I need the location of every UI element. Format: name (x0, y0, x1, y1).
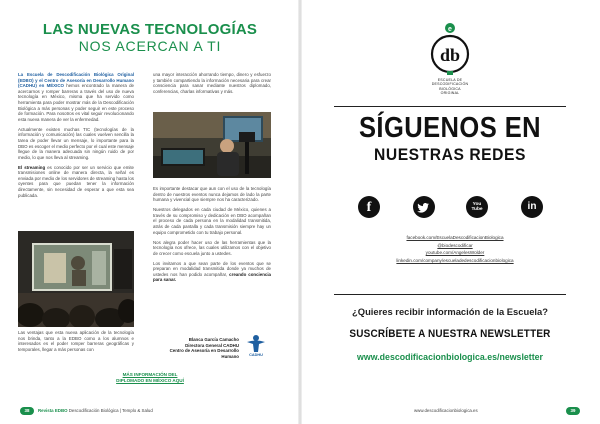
article-column-left-bottom (18, 330, 134, 357)
classroom-illustration (18, 231, 134, 327)
paragraph-text: hemos encontrado la manera de acercarnos y romper barreras a través del uso de nueva tecnología en México, misma que ha servido como herramienta para poder mostrar más de la Descodificación Biológica a más personas y poder seguir en este proceso de formación. Para nosotros es vital seguir revolucionando esta nueva manera de ver la enfermedad. (18, 83, 134, 122)
section-divider (334, 106, 566, 107)
youtube-label-bottom: Tube (471, 207, 483, 212)
streaming-illustration (153, 112, 271, 178)
follow-us-title (330, 114, 570, 163)
footer-right: www.descodificacionbiologica.es (414, 408, 478, 413)
logo-subtitle-line: ESCUELA DE (437, 78, 463, 82)
article-paragraph (153, 261, 271, 283)
photo-classroom-screen (18, 231, 134, 327)
social-links (360, 234, 550, 264)
logo-subtitle-line: DESCODIFICACIÓN (431, 82, 469, 87)
cadhu-logo (244, 334, 268, 362)
section-divider (334, 294, 566, 295)
org-highlight: La Escuela de Descodificación Biológica Original (EDBO) y el Centro de Asesoría en Desarrollo Humano (CADHU) en MÉXICO (18, 72, 134, 89)
article-title-line2: NOS ACERCAN A TI (78, 37, 222, 54)
youtube-link[interactable]: youtube.com/AngelesWolder (425, 250, 485, 256)
author-signature (153, 336, 273, 362)
more-info-line2: DIPLOMADO EN MÉXICO AQUÍ (116, 377, 184, 383)
article-paragraph: Nuestros delegados en cada ciudad de México, quienes a través de su compromiso y dedicación en DBO acompañan el proceso de cada persona en la modalidad transmitida, atrás de cada pantalla y cada transmisión siempre hay un equipo comprometido con tu trabajo personal. (153, 207, 271, 235)
twitter-link[interactable]: @biodescodificar (437, 242, 473, 248)
newsletter-cta: SUSCRÍBETE A NUESTRA NEWSLETTER (349, 328, 551, 340)
article-paragraph: Nos alegra poder hacer uso de las herramientas que la tecnología nos ofrece, las cuales utilizamos con el objetivo de crecer como escuela junto a ustedes. (153, 239, 271, 256)
twitter-bird-icon (413, 196, 435, 218)
logo-subtitle-line: BIOLÓGICA (439, 86, 461, 91)
svg-text:e: e (448, 26, 452, 33)
signature-text (153, 337, 239, 359)
more-info-link[interactable] (100, 372, 200, 384)
linkedin-link[interactable]: linkedin.com/company/escueladedescodificacionbiologica (396, 257, 514, 263)
streaming-term: El streaming (18, 164, 46, 170)
linkedin-icon[interactable]: in (521, 196, 543, 218)
article-paragraph: Actualmente existen muchas TIC (tecnologías de la información y comunicación) las cuales vuelven sencilla la tarea de poder llevar un mensaje, lo importante para la DBO es escoger el medio perfecto por el cual este mensaje llegue de la manera adecuada sin ningún ruido de por medio, lo que nos lleva al streaming. (18, 126, 134, 160)
article-paragraph (18, 72, 134, 122)
facebook-icon[interactable]: f (358, 196, 380, 218)
footer-brand: Revista EDBO (38, 408, 68, 413)
article-column-left (18, 72, 134, 203)
page-fold (298, 0, 302, 424)
newsletter-question: ¿Quieres recibir información de la Escuela? (352, 306, 548, 317)
author-name: Blanca García Camacho (188, 337, 239, 342)
youtube-icon[interactable] (466, 196, 488, 218)
edbo-logo-mark-icon (414, 22, 486, 78)
paragraph-text: Los invitamos a que sean parte de los eventos que se preparan en modalidad transmitida donde ya muchos de ustedes nos han podido acompañar, (153, 260, 271, 277)
twitter-icon[interactable] (413, 196, 435, 218)
article-column-right-bottom (153, 186, 271, 287)
paragraph-text: es conocido por ser un servicio que emite transmisiones online de manera directa, la señal es enviada por medio de los servidores de streaming hasta los oyentes para que puedan tener la información directamente, sin necesidad de esperar a que esta sea publicada. (18, 164, 135, 198)
footer-left (38, 407, 153, 415)
logo-subtitle-line: ORIGINAL (440, 91, 460, 96)
closing-phrase: creando conciencia para sanar. (153, 271, 271, 283)
article-paragraph: Es importante destacar que aun con el uso de la tecnología dentro de nuestros eventos nunca dejamos de lado la parte humana y vivencial que siempre nos ha caracterizado. (153, 186, 271, 203)
page-number-right: 39 (566, 407, 580, 415)
cadhu-label: CADHU (249, 353, 263, 357)
follow-us-title-line1: SÍGUENOS EN (358, 112, 542, 144)
article-paragraph: una mayor interacción ahorrando tiempo, dinero y esfuerzo y también compartiendo la información necesaria para crear consciencia para sanar mediante nuestros diplomado, conferencias, charlas informativas y más. (153, 72, 271, 94)
author-org: Centro de Asesoría en Desarrollo Humano (169, 348, 239, 359)
newsletter-link[interactable]: www.descodificacionbiologica.es/newsletter (357, 352, 543, 362)
svg-text:db: db (439, 45, 461, 65)
facebook-link[interactable]: facebook.com/EscuelaDescodificacionBiologica (406, 235, 504, 240)
logo-subtitle (414, 78, 486, 96)
article-column-right (153, 72, 271, 99)
page-number-left: 38 (20, 407, 34, 415)
edbo-logo (414, 22, 486, 98)
footer-section: Descodificación Biológica | Templo & Salud (67, 408, 153, 413)
article-title-line1: LAS NUEVAS TECNOLOGÍAS (42, 21, 258, 38)
youtube-label-top: You (472, 202, 482, 207)
follow-us-title-line2: NUESTRAS REDES (373, 145, 526, 164)
photo-streaming-operator (153, 112, 271, 178)
cadhu-figure-icon (244, 334, 268, 354)
social-icons (350, 196, 550, 222)
article-title (30, 22, 270, 53)
more-info-line1: MÁS INFORMACIÓN DEL (122, 372, 178, 377)
article-paragraph: Las ventajas que esta nueva aplicación de la tecnología nos brinda, tanto a la EDBO como a los alumnos e interesados es el poder romper barreras geográficas y temporales, llegar a más personas con (18, 330, 134, 352)
author-role: Directora General CADHU (185, 342, 239, 348)
article-paragraph (18, 165, 134, 199)
